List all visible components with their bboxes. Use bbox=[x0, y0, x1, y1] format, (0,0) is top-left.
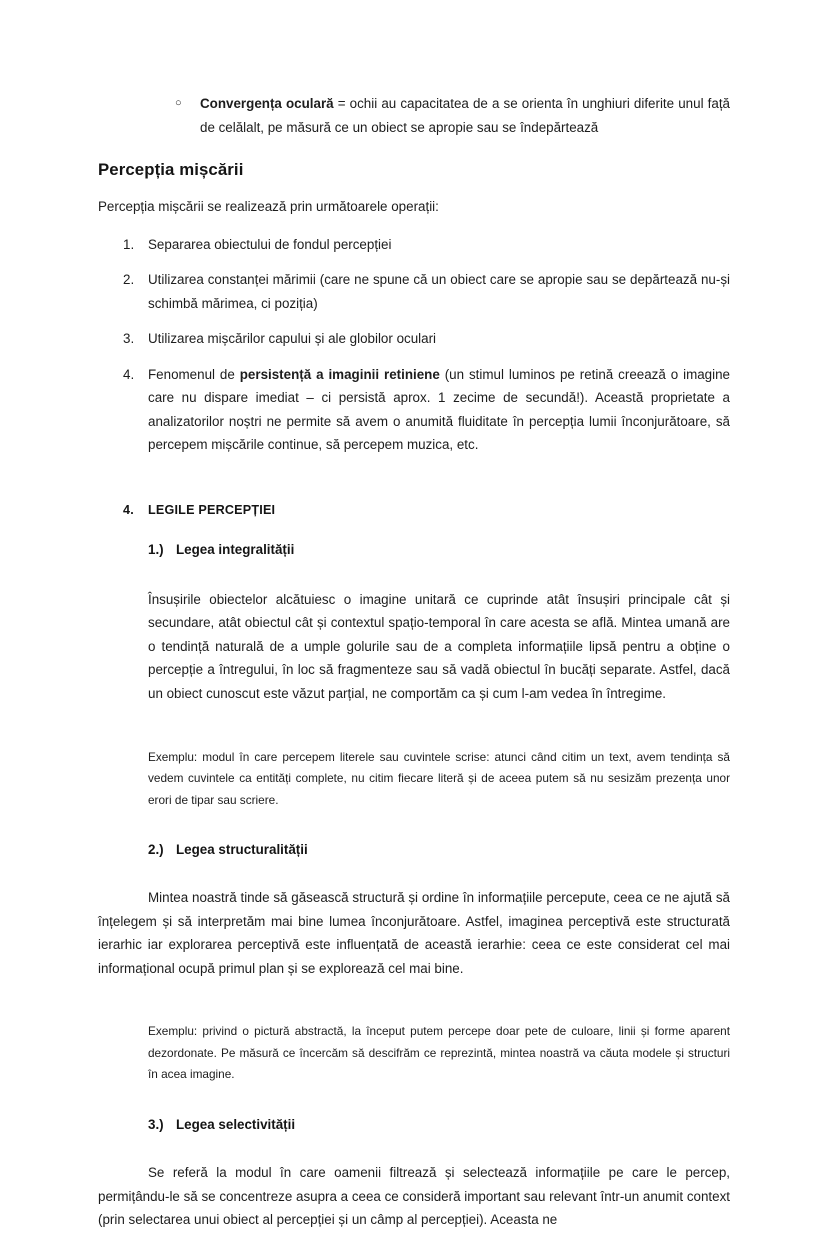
law-number: 2.) bbox=[148, 841, 164, 857]
list-number: 3. bbox=[123, 331, 135, 346]
spacer bbox=[98, 487, 730, 499]
list-item-text: Fenomenul de bbox=[148, 366, 240, 382]
spacer bbox=[98, 256, 730, 268]
list-item-text: Separarea obiectului de fondul percepției bbox=[148, 236, 392, 252]
bullet-item-text: = ochii au capacitatea de a se orienta în unghiuri diferite unul față de celălalt, pe măsură ce un obiect se apropie sau se îndepărtează bbox=[200, 96, 730, 135]
numbered-list-item bbox=[98, 363, 730, 457]
intro-paragraph: Percepția mișcării se realizează prin următoarele operații: bbox=[98, 199, 439, 214]
spacer bbox=[98, 457, 730, 487]
spacer bbox=[98, 719, 730, 735]
spacer bbox=[98, 1098, 730, 1114]
spacer bbox=[98, 521, 730, 539]
page-content bbox=[98, 92, 730, 1245]
law-body-3: Se referă la modul în care oamenii filtrează și selectează informațiile pe care le percep, permițându-le să se concentreze asupra a ceea ce consideră important sau relevant într-un anumit context (prin selectarea unui obiect al percepției și un câmp al percepției). Aceasta ne bbox=[98, 1165, 730, 1228]
bullet-item-term: Convergența oculară bbox=[200, 96, 334, 111]
law-body-1: Însușirile obiectelor alcătuiesc o imagine unitară ce cuprinde atât însușiri principale cât și secundare, atât obiectul cât și contextul spațio-temporal în care acesta se află. Mintea umană are o tendință naturală de a umple golurile sau de a completa informațiile lipsă pentru a obține o percepție a întregului, în loc să fragmenteze sau să vadă obiectul în bucăți separate. Astfel, dacă un obiect cunoscut este văzut parțial, ne comportăm ca și cum l-am vedea în întregime. bbox=[148, 591, 730, 701]
law-number: 1.) bbox=[148, 541, 164, 557]
law-heading-3 bbox=[148, 1114, 730, 1136]
law-number: 3.) bbox=[148, 1116, 164, 1132]
law-heading-2 bbox=[148, 839, 730, 861]
law-body-2: Mintea noastră tinde să găsească structură și ordine în informațiile percepute, ceea ce ne ajută să înțelegem și să interpretăm mai bine lumea înconjurătoare. Astfel, imaginea perceptivă este structurată ierarhic iar explorarea perceptivă este influențată de această ierarhie: ceea ce este considerat cel mai informațional ocupă primul plan și se explorează cel mai bine. bbox=[98, 890, 730, 976]
spacer bbox=[98, 315, 730, 327]
heading-legile-perceptiei bbox=[98, 499, 730, 521]
spacer bbox=[98, 994, 730, 1010]
page-section-heading: Percepția mișcării bbox=[98, 160, 244, 179]
spacer bbox=[98, 219, 730, 233]
list-item-bold-term: persistență a imaginii retiniene bbox=[239, 366, 440, 382]
law-title: Legea structuralității bbox=[176, 841, 308, 857]
spacer bbox=[98, 823, 730, 839]
numbered-list-item bbox=[98, 268, 730, 315]
list-number: 4. bbox=[123, 366, 135, 382]
law-title: Legea selectivității bbox=[176, 1116, 296, 1132]
list-item-text: Utilizarea constanței mărimii (care ne spune că un obiect care se apropie sau se depărtează nu-și schimbă mărimea, ci poziția) bbox=[148, 272, 730, 311]
circle-bullet-icon: ○ bbox=[175, 97, 182, 109]
numbered-list-item bbox=[98, 327, 730, 351]
law-title: Legea integralității bbox=[176, 541, 295, 557]
law-example-2: Exemplu: privind o pictură abstractă, la început putem percepe doar pete de culoare, linii și forme aparent dezordonate. Pe măsură ce încercăm să descifrăm ce reprezintă, mintea noastră va căuta modele și structuri în acea imagine. bbox=[148, 1024, 730, 1082]
spacer bbox=[98, 181, 730, 195]
list-number: 2. bbox=[123, 272, 135, 287]
bullet-list-item-convergenta bbox=[98, 92, 730, 139]
list-item-text-after: (un stimul luminos pe retină creează o imagine care nu dispare imediat – ci persistă aprox. 1 zecime de secundă!). Această proprietate a analizatorilor noștri ne permite să avem o anumită fluiditate în percepția lumii înconjurătoare, să percepem mișcările continue, să percepem muzica, etc. bbox=[148, 366, 730, 452]
numbered-list-item bbox=[98, 233, 730, 257]
spacer bbox=[98, 351, 730, 363]
list-item-text: Utilizarea mișcărilor capului și ale globilor oculari bbox=[148, 331, 437, 346]
list-number: 1. bbox=[123, 236, 135, 252]
spacer bbox=[98, 1136, 730, 1148]
law-heading-1 bbox=[148, 539, 730, 561]
spacer bbox=[98, 861, 730, 873]
spacer bbox=[98, 561, 730, 575]
law-example-1: Exemplu: modul în care percepem literele sau cuvintele scrise: atunci când citim un text, avem tendința să vedem cuvintele ca entități complete, nu citim fiecare literă și de aceea putem să nu sesizăm prezența unor erori de tipar sau scriere. bbox=[148, 749, 730, 807]
heading-label: LEGILE PERCEPȚIEI bbox=[148, 502, 276, 517]
spacer bbox=[98, 139, 730, 159]
heading-number: 4. bbox=[123, 502, 134, 517]
